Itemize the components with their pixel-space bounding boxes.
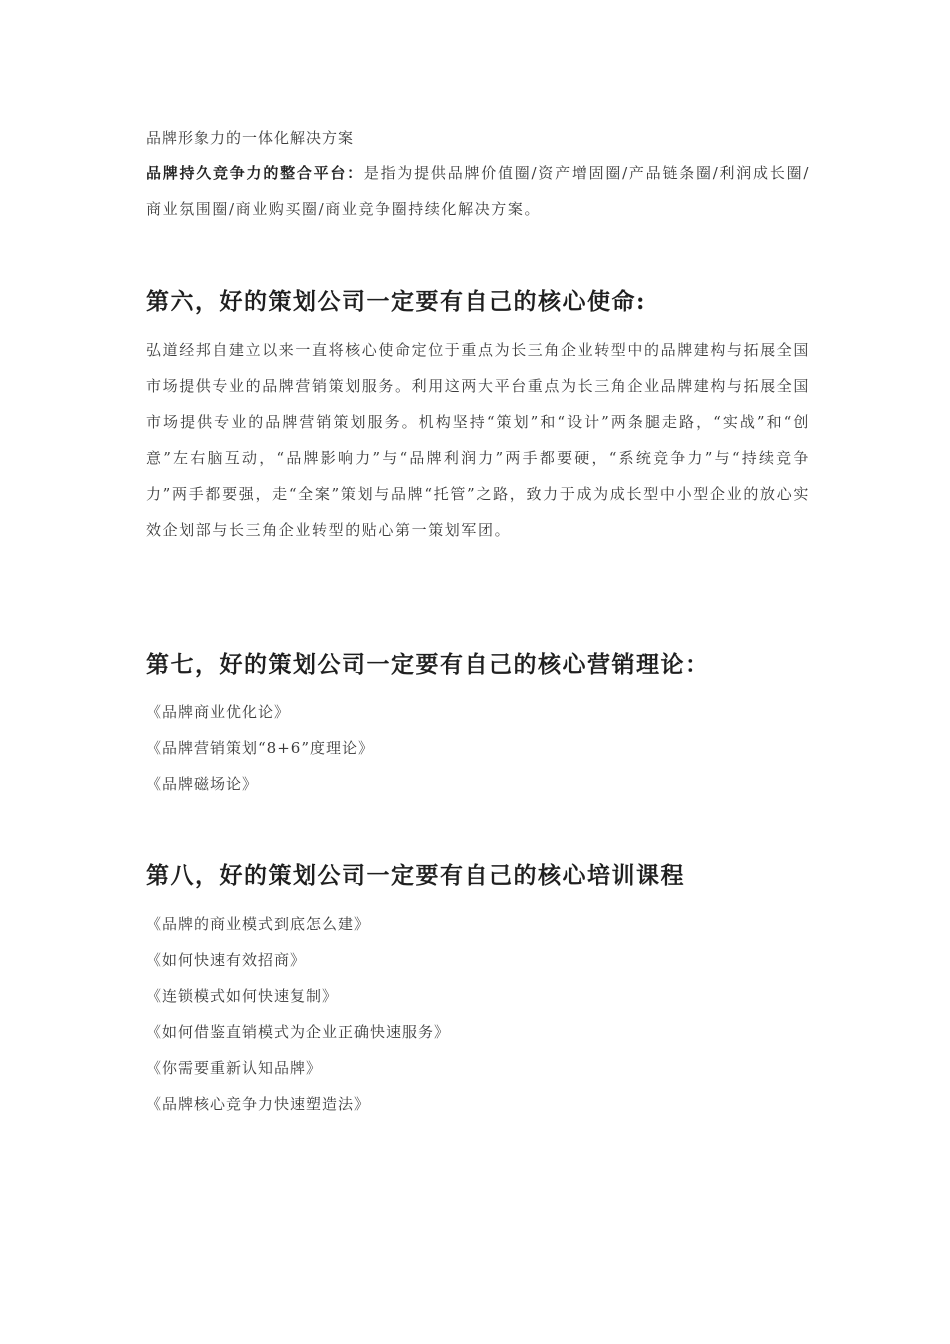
section-6-body: 弘道经邦自建立以来一直将核心使命定位于重点为长三角企业转型中的品牌建构与拓展全国市场提供专业的品牌营销策划服务。利用这两大平台重点为长三角企业品牌建构与拓展全国市场提供专业的品牌营销策划服务。机构坚持“策划”和“设计”两条腿走路，“实战”和“创意”左右脑互动，“品牌影响力”与“品牌利润力”两手都要硬，“系统竞争力”与“持续竞争力”两手都要强，走“全案”策划与品牌“托管”之路，致力于成为成长型中小型企业的放心实效企划部与长三角企业转型的贴心第一策划军团。 (146, 341, 811, 539)
section-6-heading: 第六，好的策划公司一定要有自己的核心使命: (146, 288, 646, 315)
section-7-list (146, 694, 374, 802)
list-item: 《连锁模式如何快速复制》 (146, 987, 339, 1005)
list-item: 《你需要重新认知品牌》 (146, 1059, 323, 1077)
list-item: 《品牌磁场论》 (146, 775, 259, 793)
platform-paragraph (146, 155, 810, 227)
list-item: 《如何快速有效招商》 (146, 951, 307, 969)
list-item: 《品牌的商业模式到底怎么建》 (146, 915, 371, 933)
list-item: 《品牌核心竞争力快速塑造法》 (146, 1095, 371, 1113)
section-7-heading: 第七，好的策划公司一定要有自己的核心营销理论： (146, 651, 710, 678)
list-item: 《品牌商业优化论》 (146, 703, 291, 721)
platform-text: 是指为提供品牌价值圈/资产增固圈/产品链条圈/利润成长圈/商业氛围圈/商业购买圈/商业竞争圈持续化解决方案。 (146, 164, 810, 218)
list-item: 《如何借鉴直销模式为企业正确快速服务》 (146, 1023, 451, 1041)
platform-label: 品牌持久竞争力的整合平台： (146, 164, 364, 182)
intro-line: 品牌形象力的一体化解决方案 (146, 129, 355, 147)
section-8-list (146, 906, 450, 1122)
list-item: 《品牌营销策划“8+6”度理论》 (146, 739, 374, 757)
section-8-heading: 第八，好的策划公司一定要有自己的核心培训课程 (146, 862, 685, 889)
